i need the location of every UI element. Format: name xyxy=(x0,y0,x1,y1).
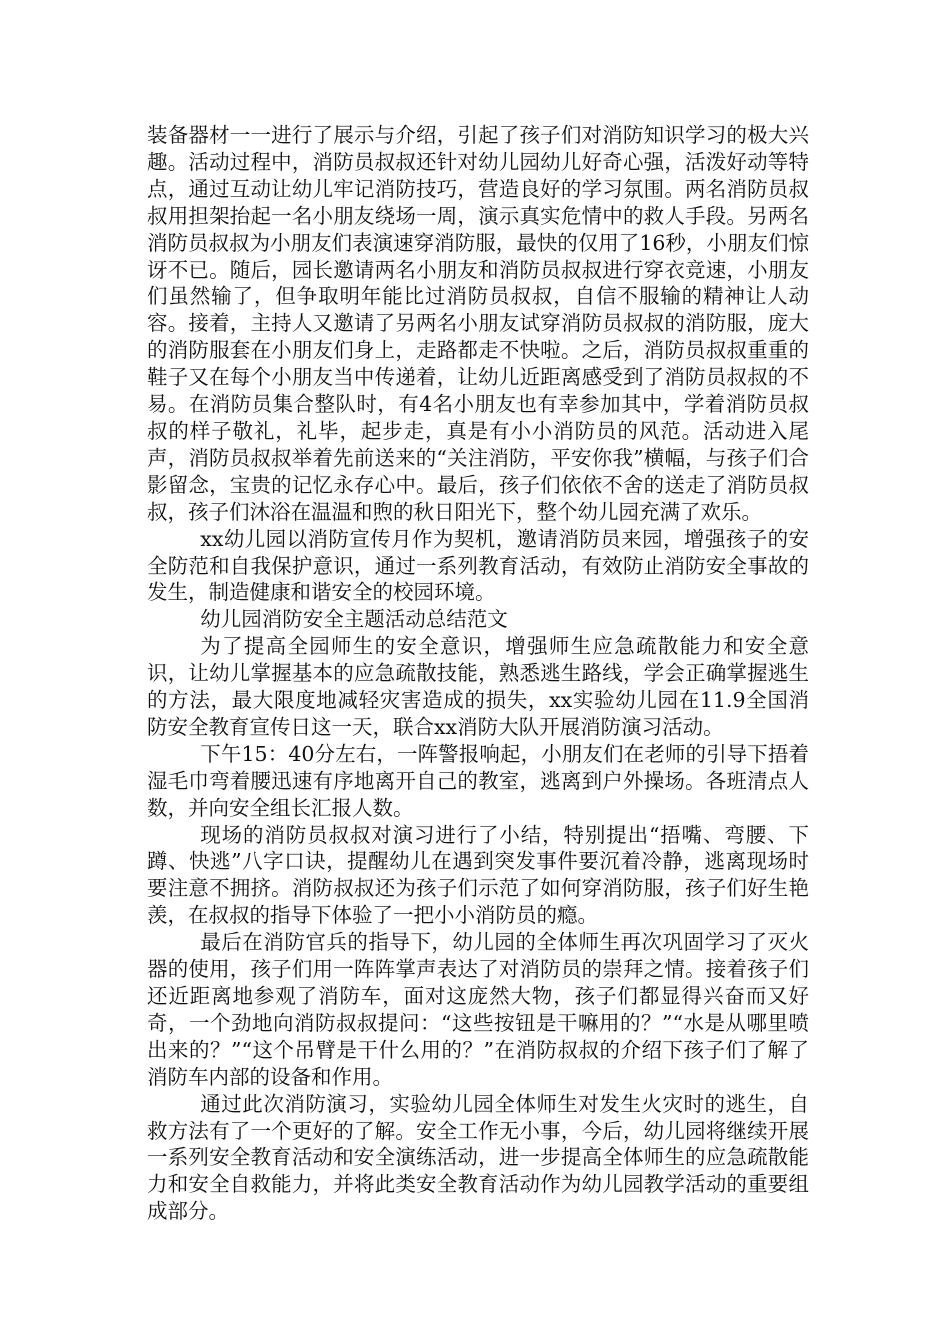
paragraph-activity-description: 装备器材一一进行了展示与介绍，引起了孩子们对消防知识学习的极大兴趣。活动过程中，消防员叔叔还针对幼儿园幼儿好奇心强，活泼好动等特点，通过互动让幼儿牢记消防技巧，营造良好的学习氛围。两名消防员叔叔用担架抬起一名小朋友绕场一周，演示真实危情中的救人手段。另两名消防员叔叔为小朋友们表演速穿消防服，最快的仅用了16秒，小朋友们惊讶不已。随后，园长邀请两名小朋友和消防员叔叔进行穿衣竞速，小朋友们虽然输了，但争取明年能比过消防员叔叔，自信不服输的精神让人动容。接着，主持人又邀请了另两名小朋友试穿消防员叔叔的消防服，庞大的消防服套在小朋友们身上，走路都走不快啦。之后，消防员叔叔重重的鞋子又在每个小朋友当中传递着，让幼儿近距离感受到了消防员叔叔的不易。在消防员集合整队时，有4名小朋友也有幸参加其中，学着消防员叔叔的样子敬礼，礼毕，起步走，真是有小小消防员的风范。活动进入尾声，消防员叔叔举着先前送来的“关注消防，平安你我”横幅，与孩子们合影留念，宝贵的记忆永存心中。最后，孩子们依依不舍的送走了消防员叔叔，孩子们沐浴在温温和煦的秋日阳光下，整个幼儿园充满了欢乐。 xyxy=(147,123,809,524)
paragraph-intro: 为了提高全园师生的安全意识，增强师生应急疏散能力和安全意识，让幼儿掌握基本的应急疏散技能，熟悉逃生路线，学会正确掌握逃生的方法，最大限度地减轻灾害造成的损失，xx实验幼儿园在11.9全国消防安全教育宣传日这一天，联合xx消防大队开展消防演习活动。 xyxy=(147,634,809,739)
document-page xyxy=(147,122,809,1225)
paragraph-conclusion: 通过此次消防演习，实验幼儿园全体师生对发生火灾时的逃生，自救方法有了一个更好的了解。安全工作无小事，今后，幼儿园将继续开展一系列安全教育活动和安全演练活动，进一步提高全体师生的应急疏散能力和安全自救能力，并将此类安全教育活动作为幼儿园教学活动的重要组成部分。 xyxy=(147,1091,809,1224)
paragraph-summary: xx幼儿园以消防宣传月作为契机，邀请消防员来园，增强孩子的安全防范和自我保护意识，通过一系列教育活动，有效防止消防安全事故的发生，制造健康和谐安全的校园环境。 xyxy=(147,526,809,605)
paragraph-firefighter-review: 现场的消防员叔叔对演习进行了小结，特别提出“捂嘴、弯腰、下蹲、快逃”八字口诀，提醒幼儿在遇到突发事件要沉着冷静，逃离现场时要注意不拥挤。消防叔叔还为孩子们示范了如何穿消防服，孩子们好生艳羡，在叔叔的指导下体验了一把小小消防员的瘾。 xyxy=(147,822,809,928)
section-title: 幼儿园消防安全主题活动总结范文 xyxy=(200,607,508,632)
paragraph-fire-truck: 最后在消防官兵的指导下，幼儿园的全体师生再次巩固学习了灭火器的使用，孩子们用一阵阵掌声表达了对消防员的崇拜之情。接着孩子们还近距离地参观了消防车，面对这庞然大物，孩子们都显得兴奋而又好奇，一个劲地向消防叔叔提问：“这些按钮是干嘛用的？”“水是从哪里喷出来的？”“这个吊臂是干什么用的？”在消防叔叔的介绍下孩子们了解了消防车内部的设备和作用。 xyxy=(147,930,809,1089)
paragraph-drill: 下午15：40分左右，一阵警报响起，小朋友们在老师的引导下捂着湿毛巾弯着腰迅速有序地离开自己的教室，逃离到户外操场。各班清点人数，并向安全组长汇报人数。 xyxy=(147,741,809,820)
